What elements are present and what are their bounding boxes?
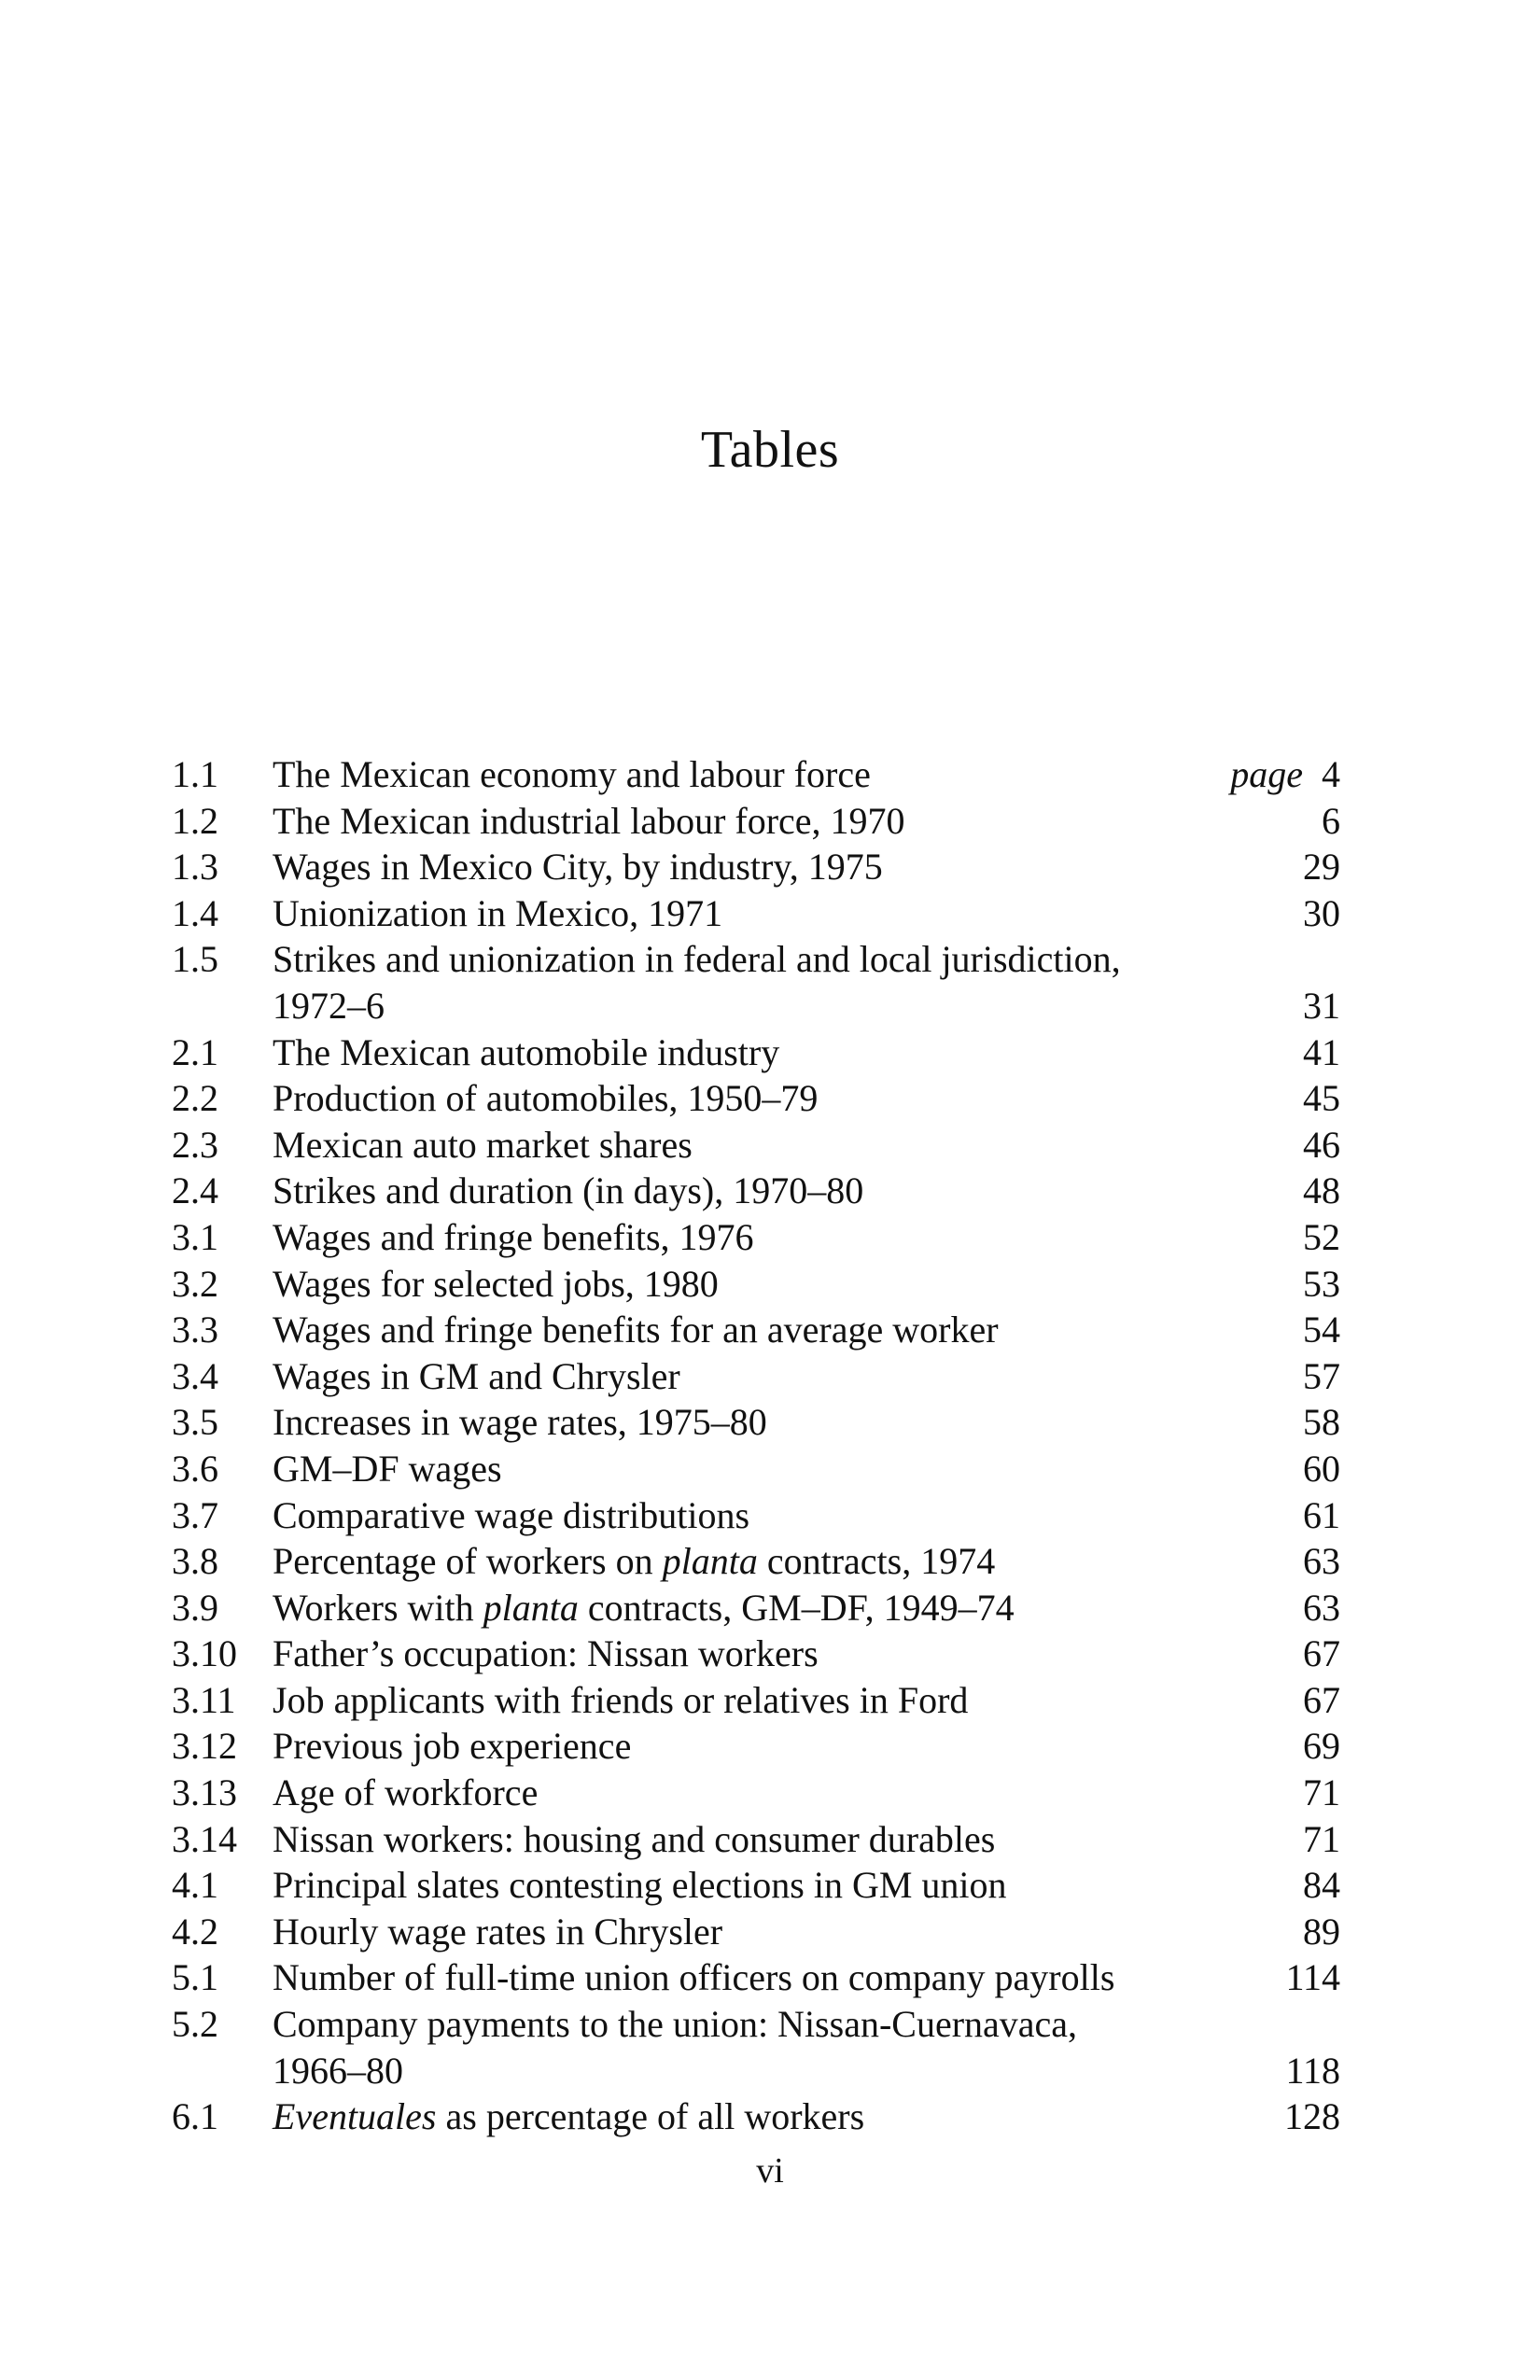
- entry-title: The Mexican economy and labour force: [273, 753, 871, 795]
- entry-title: GM–DF wages: [273, 1447, 502, 1490]
- table-entry-3-6[interactable]: [172, 1446, 1340, 1492]
- entry-title: Nissan workers: housing and consumer durables: [273, 1817, 996, 1860]
- entry-number: 3.1: [172, 1215, 218, 1258]
- entry-number: 2.4: [172, 1169, 218, 1212]
- entry-page: 71: [1303, 1817, 1340, 1860]
- entry-number: 1.4: [172, 891, 218, 934]
- table-entry-3-5[interactable]: [172, 1399, 1340, 1446]
- entry-title: The Mexican industrial labour force, 1970: [273, 799, 905, 842]
- entry-page: 54: [1303, 1309, 1340, 1351]
- table-entry-2-2[interactable]: [172, 1075, 1340, 1122]
- page-label: page: [1230, 753, 1303, 795]
- entry-number: 3.6: [172, 1447, 218, 1490]
- entry-title-part: as percentage of all workers: [436, 2095, 865, 2138]
- table-entry-6-1[interactable]: [172, 2093, 1340, 2140]
- table-entry-2-4[interactable]: [172, 1168, 1340, 1214]
- entry-number: 3.11: [172, 1678, 236, 1721]
- entry-page: 60: [1303, 1447, 1340, 1490]
- entry-title: The Mexican automobile industry: [273, 1030, 780, 1073]
- table-entry-3-9[interactable]: [172, 1585, 1340, 1631]
- entry-title: Principal slates contesting elections in GM union: [273, 1864, 1007, 1907]
- entry-title: Comparative wage distributions: [273, 1493, 750, 1536]
- entry-number: 3.8: [172, 1540, 218, 1583]
- entry-title: Production of automobiles, 1950–79: [273, 1077, 819, 1120]
- entry-number: 3.3: [172, 1309, 218, 1351]
- entry-page: 61: [1303, 1493, 1340, 1536]
- entry-title: Wages in Mexico City, by industry, 1975: [273, 846, 883, 889]
- entry-number: 1.3: [172, 846, 218, 889]
- table-entry-4-1[interactable]: [172, 1862, 1340, 1909]
- entry-title: Strikes and unionization in federal and local jurisdiction,: [273, 938, 1121, 981]
- table-entry-3-7[interactable]: [172, 1492, 1340, 1539]
- entry-page: 48: [1303, 1169, 1340, 1212]
- table-entry-1-2[interactable]: [172, 798, 1340, 845]
- entry-page: 128: [1284, 2095, 1340, 2138]
- entry-title-part: Workers with: [273, 1586, 483, 1629]
- entry-title: Strikes and duration (in days), 1970–80: [273, 1169, 864, 1212]
- entry-number: 1.5: [172, 938, 218, 981]
- table-entry-3-13[interactable]: [172, 1770, 1340, 1816]
- entry-title: Previous job experience: [273, 1725, 632, 1768]
- entry-title: Wages and fringe benefits, 1976: [273, 1215, 754, 1258]
- entry-page: 58: [1303, 1401, 1340, 1444]
- entry-title: Age of workforce: [273, 1771, 539, 1814]
- entry-page: 52: [1303, 1215, 1340, 1258]
- entry-title: Hourly wage rates in Chrysler: [273, 1910, 723, 1953]
- entry-number: 6.1: [172, 2095, 218, 2138]
- entry-number: 1.1: [172, 753, 218, 795]
- entry-page: 45: [1303, 1077, 1340, 1120]
- entry-title-italic: Eventuales: [273, 2095, 437, 2138]
- entry-page: 57: [1303, 1354, 1340, 1397]
- table-entry-1-4[interactable]: [172, 890, 1340, 937]
- table-entry-3-4[interactable]: [172, 1353, 1340, 1400]
- table-entry-3-1[interactable]: [172, 1214, 1340, 1261]
- entry-title-continued: 1966–80: [273, 2049, 403, 2092]
- table-entry-3-12[interactable]: [172, 1723, 1340, 1770]
- entry-title: Unionization in Mexico, 1971: [273, 891, 723, 934]
- table-entry-3-2[interactable]: [172, 1261, 1340, 1308]
- entry-title: Wages and fringe benefits for an average worker: [273, 1309, 999, 1351]
- entry-number: 3.9: [172, 1586, 218, 1629]
- table-entry-3-11[interactable]: [172, 1677, 1340, 1724]
- entry-page: 29: [1303, 846, 1340, 889]
- entry-page: 46: [1303, 1123, 1340, 1166]
- entry-number: 4.1: [172, 1864, 218, 1907]
- table-entry-2-3[interactable]: [172, 1122, 1340, 1169]
- entry-number: 2.3: [172, 1123, 218, 1166]
- entry-page-number: 4: [1322, 753, 1340, 795]
- table-entry-3-10[interactable]: [172, 1631, 1340, 1677]
- entry-page: 6: [1322, 799, 1340, 842]
- table-entry-5-2[interactable]: [172, 2001, 1340, 2093]
- entry-number: 3.12: [172, 1725, 237, 1768]
- entry-page: 63: [1303, 1540, 1340, 1583]
- entry-title: [273, 1585, 1015, 1631]
- entry-number: 5.2: [172, 2003, 218, 2046]
- entry-page: 118: [1285, 2049, 1340, 2092]
- entry-title: [273, 1538, 995, 1585]
- entry-title: Increases in wage rates, 1975–80: [273, 1401, 767, 1444]
- entry-page: 30: [1303, 891, 1340, 934]
- entry-page: 69: [1303, 1725, 1340, 1768]
- entry-title: Wages in GM and Chrysler: [273, 1354, 680, 1397]
- entry-number: 3.2: [172, 1262, 218, 1305]
- entry-number: 3.7: [172, 1493, 218, 1536]
- table-entry-1-5[interactable]: [172, 936, 1340, 1029]
- entry-page: 31: [1303, 984, 1340, 1027]
- table-entry-3-8[interactable]: [172, 1538, 1340, 1585]
- entry-title-part: contracts, GM–DF, 1949–74: [578, 1586, 1015, 1629]
- table-entry-1-3[interactable]: [172, 844, 1340, 890]
- entry-page: 67: [1303, 1632, 1340, 1675]
- entry-number: 5.1: [172, 1956, 218, 1999]
- entry-title-part: Percentage of workers on: [273, 1540, 663, 1583]
- entry-page: 63: [1303, 1586, 1340, 1629]
- entry-number: 4.2: [172, 1910, 218, 1953]
- entry-page: 84: [1303, 1864, 1340, 1907]
- entry-page: 67: [1303, 1678, 1340, 1721]
- entry-title: Father’s occupation: Nissan workers: [273, 1632, 819, 1675]
- entry-page: 41: [1303, 1030, 1340, 1073]
- entry-number: 3.10: [172, 1632, 237, 1675]
- entry-number: 2.1: [172, 1030, 218, 1073]
- table-entry-3-14[interactable]: [172, 1816, 1340, 1863]
- entry-title: [273, 2093, 864, 2140]
- entry-title: Job applicants with friends or relatives in Ford: [273, 1678, 969, 1721]
- entry-page: 71: [1303, 1771, 1340, 1814]
- entry-page: [1230, 751, 1340, 798]
- entry-title-italic: planta: [483, 1586, 579, 1629]
- entry-title-italic: planta: [662, 1540, 758, 1583]
- entry-title: Company payments to the union: Nissan-Cuernavaca,: [273, 2003, 1078, 2046]
- entry-title: Number of full-time union officers on company payrolls: [273, 1956, 1115, 1999]
- page-number: vi: [756, 2151, 784, 2191]
- entry-page: 114: [1285, 1956, 1340, 1999]
- entry-number: 3.13: [172, 1771, 237, 1814]
- table-entry-5-1[interactable]: [172, 1954, 1340, 2001]
- entry-page: 89: [1303, 1910, 1340, 1953]
- table-entry-1-1[interactable]: [172, 751, 1340, 798]
- entry-page: 53: [1303, 1262, 1340, 1305]
- table-list: [172, 751, 1340, 2140]
- table-entry-3-3[interactable]: [172, 1307, 1340, 1353]
- entry-title-continued: 1972–6: [273, 984, 385, 1027]
- entry-number: 2.2: [172, 1077, 218, 1120]
- entry-number: 3.4: [172, 1354, 218, 1397]
- page-title: Tables: [700, 421, 840, 479]
- entry-number: 1.2: [172, 799, 218, 842]
- entry-title-part: contracts, 1974: [757, 1540, 996, 1583]
- entry-number: 3.14: [172, 1817, 237, 1860]
- table-entry-4-2[interactable]: [172, 1909, 1340, 1955]
- entry-title: Wages for selected jobs, 1980: [273, 1262, 719, 1305]
- table-entry-2-1[interactable]: [172, 1029, 1340, 1076]
- entry-title: Mexican auto market shares: [273, 1123, 693, 1166]
- entry-number: 3.5: [172, 1401, 218, 1444]
